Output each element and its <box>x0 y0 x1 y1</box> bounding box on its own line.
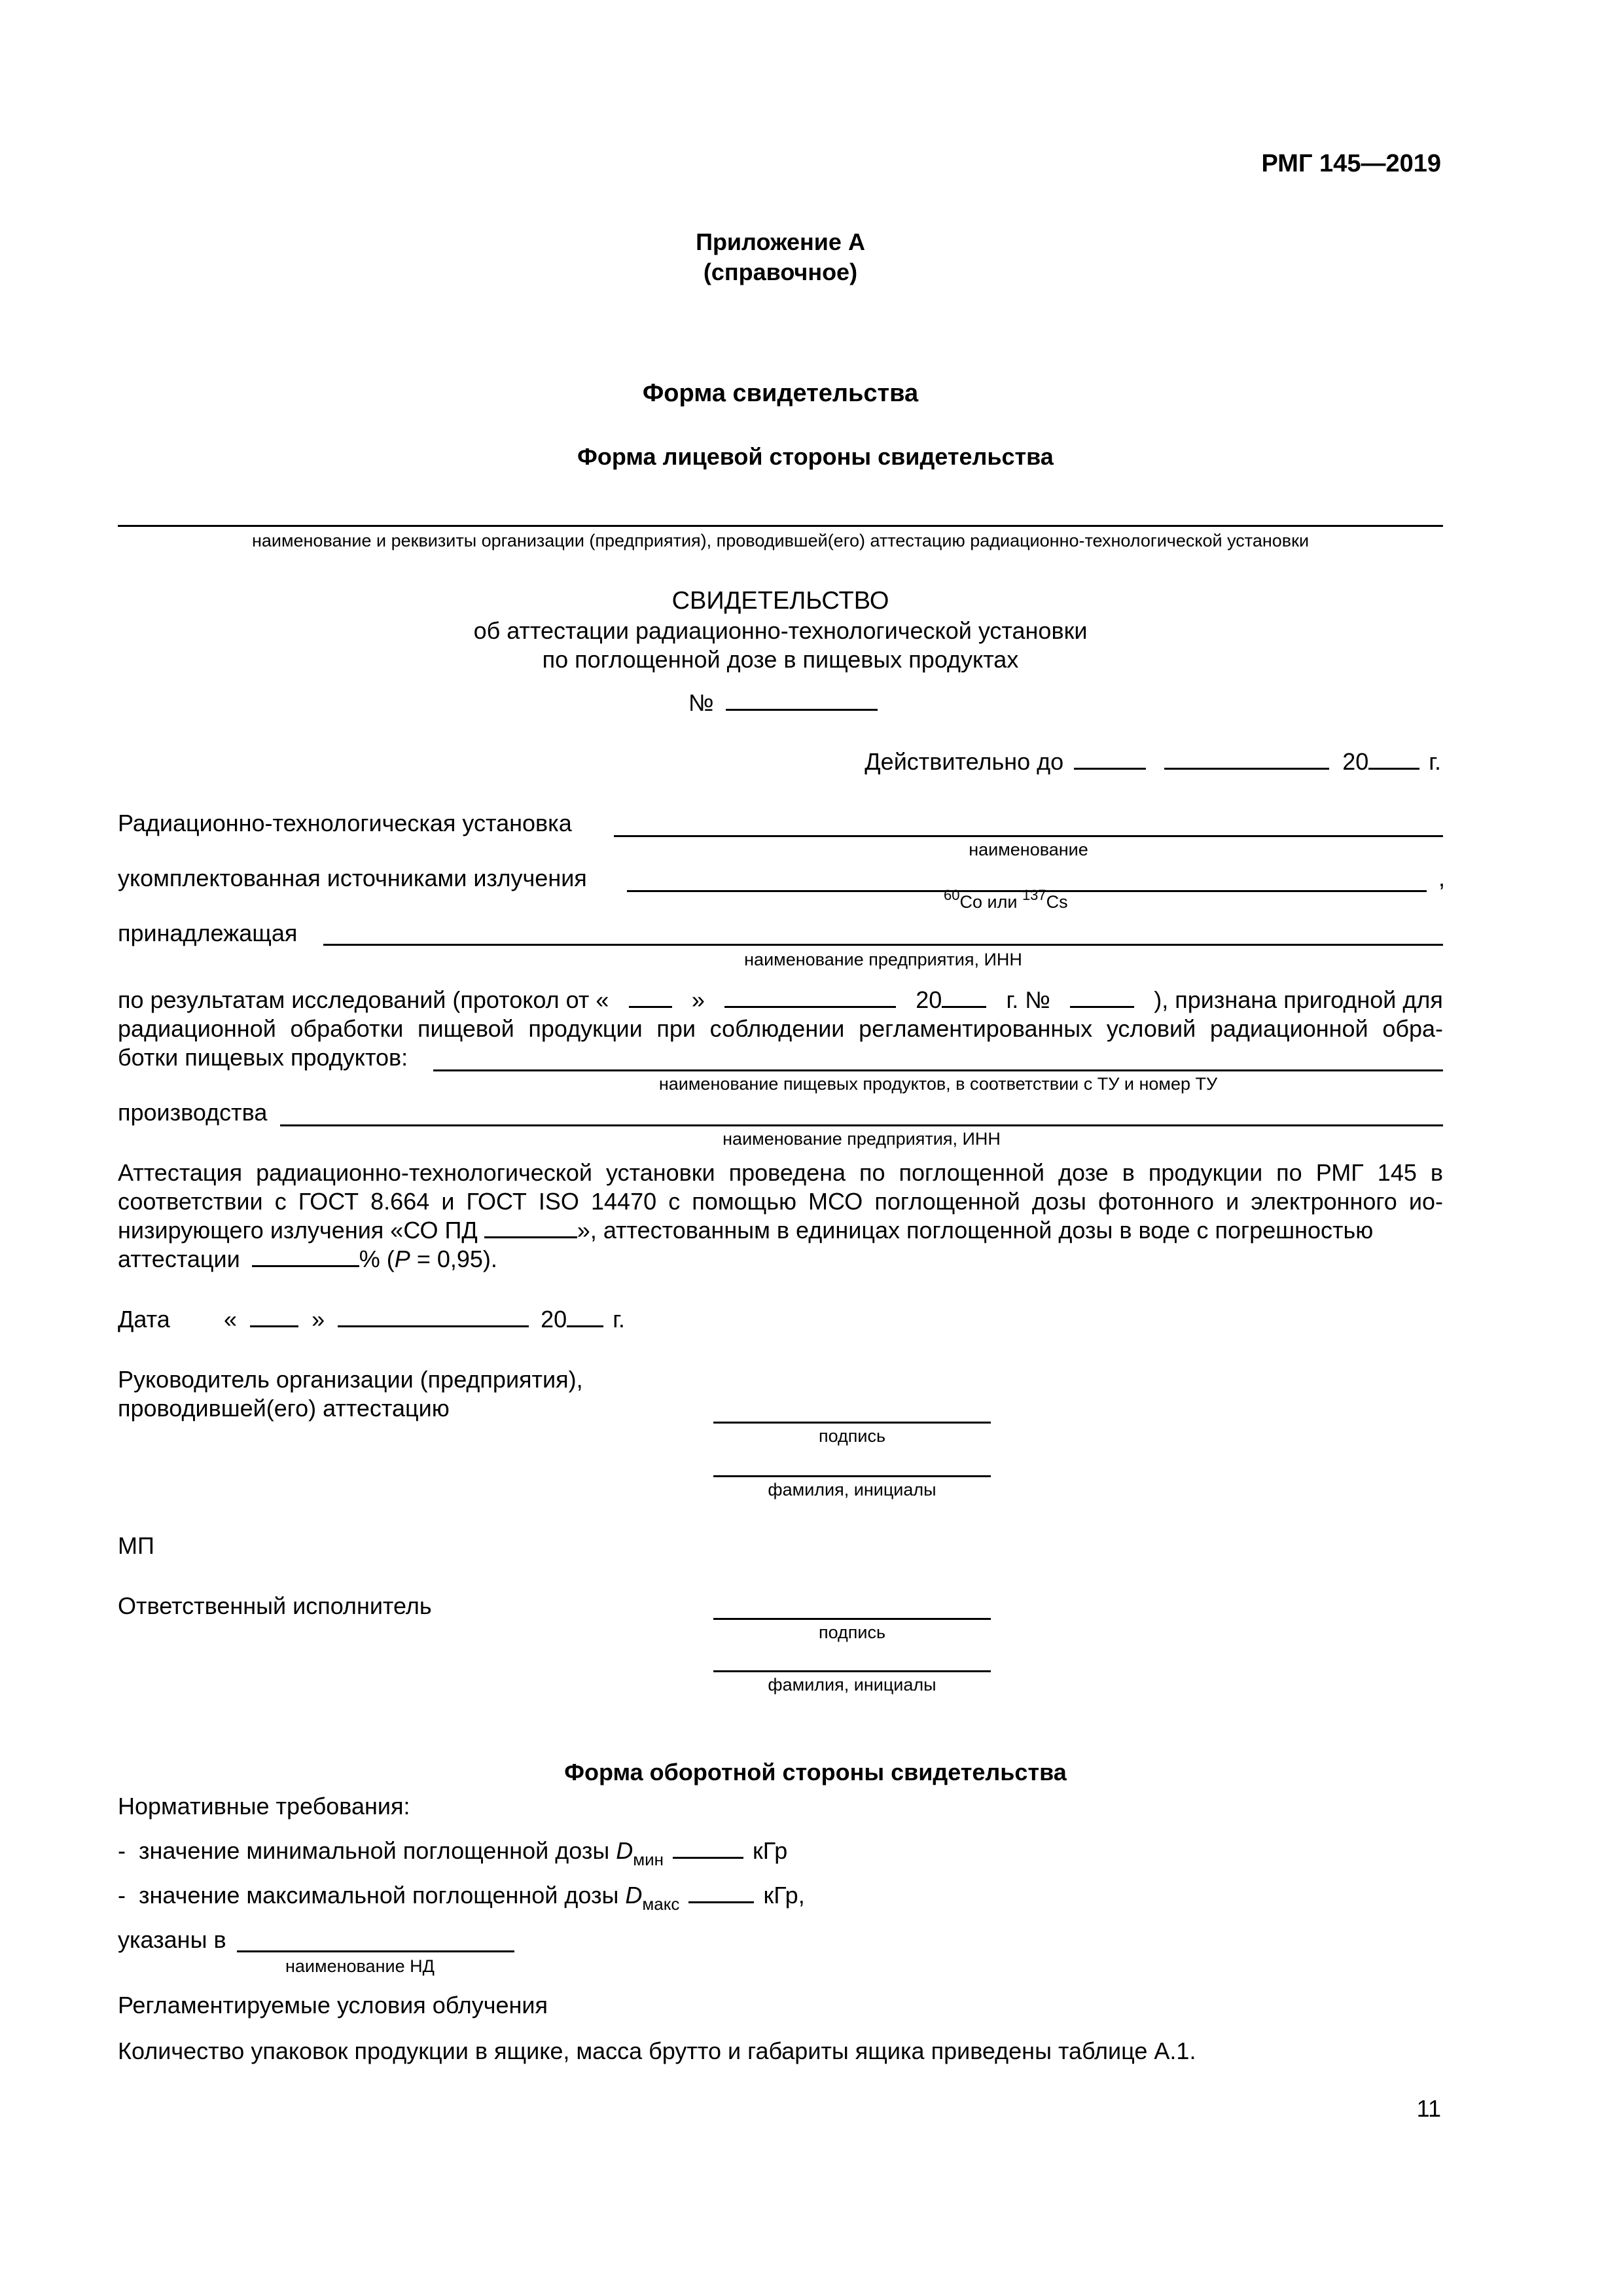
certificate-number-blank[interactable] <box>726 689 878 711</box>
certificate-subtitle-1: об аттестации радиационно-технологической установки <box>473 617 1088 644</box>
sources-comma: , <box>1438 865 1446 891</box>
date-close-quote: » <box>312 1306 325 1333</box>
attestation-line-2: соответствии с ГОСТ 8.664 и ГОСТ ISO 14470 с помощью МСО поглощенной дозы фотонного и электронного ио- <box>118 1188 1443 1215</box>
owner-line[interactable] <box>323 944 1443 946</box>
owner-label: принадлежащая <box>118 920 298 946</box>
results-text-d: г. № <box>1006 986 1050 1013</box>
executor-label: Ответственный исполнитель <box>118 1592 432 1619</box>
date-year-prefix: 20 <box>541 1306 567 1333</box>
max-dose-text: - значение максимальной поглощенной дозы <box>118 1882 626 1909</box>
sources-caption <box>944 887 1068 912</box>
date-open-quote: « <box>224 1306 238 1333</box>
head-line-1: Руководитель организации (предприятия), <box>118 1366 583 1393</box>
protocol-month-blank[interactable] <box>724 986 896 1008</box>
executor-name-caption: фамилия, инициалы <box>768 1675 936 1695</box>
certificate-subtitle-2: по поглощенной дозе в пищевых продуктах <box>542 646 1019 673</box>
attestation-text-d: % ( <box>359 1246 395 1272</box>
attestation-text-c: аттестации <box>118 1246 240 1272</box>
appendix-title: Приложение А <box>696 228 865 255</box>
date-day-blank[interactable] <box>250 1306 298 1327</box>
number-sign: № <box>688 689 714 716</box>
products-caption: наименование пищевых продуктов, в соответствии с ТУ и номер ТУ <box>658 1074 1218 1094</box>
organization-line <box>118 525 1443 527</box>
certificate-title: СВИДЕТЕЛЬСТВО <box>671 587 889 615</box>
given-in-label: указаны в <box>118 1926 226 1953</box>
head-name-caption: фамилия, инициалы <box>768 1480 936 1499</box>
executor-signature-line[interactable] <box>713 1618 991 1620</box>
installation-label: Радиационно-технологическая установка <box>118 810 572 836</box>
uncertainty-blank[interactable] <box>252 1246 359 1267</box>
max-dose-row <box>118 1881 805 1914</box>
appendix-type: (справочное) <box>703 259 858 285</box>
head-signature-line[interactable] <box>713 1422 991 1424</box>
back-side-title: Форма оборотной стороны свидетельства <box>564 1759 1067 1785</box>
installation-caption: наименование <box>969 840 1088 859</box>
date-g: г. <box>613 1306 625 1333</box>
protocol-year-blank[interactable] <box>942 986 986 1008</box>
owner-caption: наименование предприятия, ИНН <box>744 950 1022 969</box>
results-line-3: ботки пищевых продуктов: <box>118 1044 408 1071</box>
protocol-number-blank[interactable] <box>1070 986 1134 1008</box>
attestation-line-1: Аттестация радиационно-технологической установки проведена по поглощенной дозе в продукции по РМГ 145 в <box>118 1159 1443 1186</box>
results-line-2: радиационной обработки пищевой продукции при соблюдении регламентированных условий радиационной обра- <box>118 1015 1443 1042</box>
executor-signature-caption: подпись <box>818 1623 886 1642</box>
sources-caption-co: Co или <box>959 892 1018 912</box>
executor-name-line[interactable] <box>713 1670 991 1672</box>
standard-sample-blank[interactable] <box>484 1217 577 1238</box>
results-year-prefix: 20 <box>916 986 942 1013</box>
date-label: Дата <box>118 1306 170 1333</box>
min-dose-subscript: мин <box>633 1850 664 1869</box>
attestation-text-e: = 0,95). <box>410 1246 497 1272</box>
production-label: производства <box>118 1099 268 1126</box>
results-text-b: » <box>691 986 705 1013</box>
results-text-e: ), признана пригодной для <box>1154 986 1443 1013</box>
min-dose-text: - значение минимальной поглощенной дозы <box>118 1837 616 1864</box>
packages-text: Количество упаковок продукции в ящике, масса брутто и габариты ящика приведены таблице А.1. <box>118 2037 1196 2064</box>
sup-60: 60 <box>944 887 960 903</box>
normative-document-caption: наименование НД <box>285 1956 435 1976</box>
valid-day-blank[interactable] <box>1074 748 1146 770</box>
attestation-line-4 <box>118 1245 497 1274</box>
min-dose-row <box>118 1837 788 1869</box>
attestation-text-a: низирующего излучения «СО ПД <box>118 1217 478 1244</box>
valid-until-row <box>865 747 1441 776</box>
attestation-text-b: », аттестованным в единицах поглощенной дозы в воде с погрешностью <box>577 1217 1374 1244</box>
date-row <box>224 1305 625 1334</box>
max-dose-unit: кГр, <box>763 1882 805 1909</box>
page-number: 11 <box>1416 2095 1441 2122</box>
min-dose-unit: кГр <box>753 1837 788 1864</box>
normative-document-line[interactable] <box>237 1950 514 1952</box>
organization-caption: наименование и реквизиты организации (предприятия), проводившей(его) аттестацию радиационно-технологической установки <box>251 531 1310 550</box>
valid-month-blank[interactable] <box>1164 748 1329 770</box>
sources-label: укомплектованная источниками излучения <box>118 865 587 891</box>
max-dose-symbol: D <box>625 1882 643 1909</box>
certificate-number-row <box>688 689 878 717</box>
front-side-title: Форма лицевой стороны свидетельства <box>577 443 1054 470</box>
valid-g: г. <box>1429 748 1441 775</box>
valid-year-prefix: 20 <box>1342 748 1369 775</box>
max-dose-subscript: макс <box>642 1894 680 1914</box>
sources-caption-cs: Cs <box>1046 892 1068 912</box>
results-line-1 <box>118 986 1443 1014</box>
form-title: Форма свидетельства <box>642 380 919 407</box>
products-line[interactable] <box>433 1069 1443 1071</box>
head-name-line[interactable] <box>713 1475 991 1477</box>
protocol-day-blank[interactable] <box>629 986 672 1008</box>
document-number: РМГ 145—2019 <box>1261 150 1441 177</box>
valid-year-blank[interactable] <box>1368 748 1419 770</box>
max-dose-blank[interactable] <box>688 1882 754 1903</box>
sup-137: 137 <box>1022 887 1046 903</box>
date-month-blank[interactable] <box>338 1306 529 1327</box>
stamp-place: МП <box>118 1532 154 1559</box>
head-line-2: проводившей(его) аттестацию <box>118 1395 450 1422</box>
min-dose-symbol: D <box>616 1837 633 1864</box>
results-text-a: по результатам исследований (протокол от « <box>118 986 609 1013</box>
head-signature-caption: подпись <box>818 1426 886 1446</box>
norm-requirements: Нормативные требования: <box>118 1793 410 1820</box>
attestation-p: P <box>394 1246 410 1272</box>
irradiation-conditions: Регламентируемые условия облучения <box>118 1992 548 2018</box>
installation-line[interactable] <box>614 835 1443 837</box>
valid-until-label: Действительно до <box>865 748 1064 775</box>
date-year-blank[interactable] <box>567 1306 603 1327</box>
min-dose-blank[interactable] <box>673 1837 743 1859</box>
production-line[interactable] <box>280 1124 1443 1126</box>
attestation-line-3 <box>118 1216 1443 1245</box>
production-caption: наименование предприятия, ИНН <box>722 1129 1001 1149</box>
